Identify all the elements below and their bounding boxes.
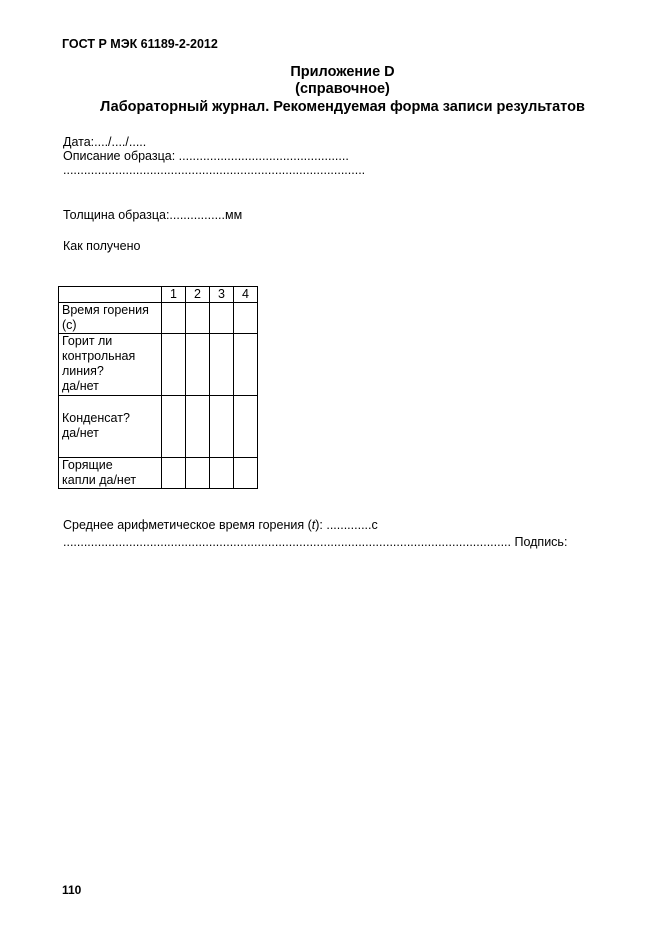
row-label-line: линия? <box>62 364 104 378</box>
page-number: 110 <box>62 883 82 897</box>
row-label-line: капли да/нет <box>62 473 137 487</box>
result-cell <box>186 334 210 396</box>
table-row <box>59 396 258 458</box>
result-cell <box>186 303 210 334</box>
mean-burn-time-field: Среднее арифметическое время горения (t): .............с <box>63 518 378 532</box>
date-field: Дата:..../..../..... <box>63 135 147 149</box>
result-cell <box>234 458 258 489</box>
row-label-line: да/нет <box>62 426 99 440</box>
row-label-line: контрольная <box>62 349 136 363</box>
result-cell <box>210 396 234 458</box>
dotted-line: ....................................................................................... <box>63 163 366 177</box>
column-header: 1 <box>162 287 186 303</box>
table-header-row <box>59 287 258 303</box>
annex-status: (справочное) <box>295 81 390 97</box>
row-label-burn-time <box>59 303 162 334</box>
row-label-line: Горящие <box>62 458 113 472</box>
result-cell <box>234 334 258 396</box>
result-cell <box>162 458 186 489</box>
table-row <box>59 334 258 396</box>
result-cell <box>234 396 258 458</box>
column-header: 3 <box>210 287 234 303</box>
row-label-line: Конденсат? <box>62 411 130 425</box>
how-obtained-label: Как получено <box>63 239 141 253</box>
result-cell <box>234 303 258 334</box>
standard-code: ГОСТ Р МЭК 61189-2-2012 <box>62 37 218 51</box>
row-label-line: (с) <box>62 318 77 332</box>
table-corner-cell <box>59 287 162 303</box>
row-label-line: Горит ли <box>62 334 113 348</box>
result-cell <box>162 396 186 458</box>
row-label-control-line <box>59 334 162 396</box>
result-cell <box>210 334 234 396</box>
annex-heading: Лабораторный журнал. Рекомендуемая форма записи результатов <box>100 99 585 115</box>
signature-line: ................................................................................................................................. Подпись: <box>63 535 568 549</box>
result-cell <box>210 303 234 334</box>
result-cell <box>162 334 186 396</box>
results-table <box>58 286 258 489</box>
row-label-condensate <box>59 396 162 458</box>
result-cell <box>210 458 234 489</box>
table-row <box>59 303 258 334</box>
row-label-burning-drops <box>59 458 162 489</box>
row-label-line: да/нет <box>62 379 99 393</box>
annex-title: Приложение D <box>290 64 395 80</box>
sample-description-field: Описание образца: ................................................. <box>63 149 349 163</box>
column-header: 2 <box>186 287 210 303</box>
table-row <box>59 458 258 489</box>
thickness-field: Толщина образца:................мм <box>63 208 243 222</box>
row-label-line: Время горения <box>62 303 149 317</box>
result-cell <box>186 458 210 489</box>
column-header: 4 <box>234 287 258 303</box>
result-cell <box>186 396 210 458</box>
result-cell <box>162 303 186 334</box>
